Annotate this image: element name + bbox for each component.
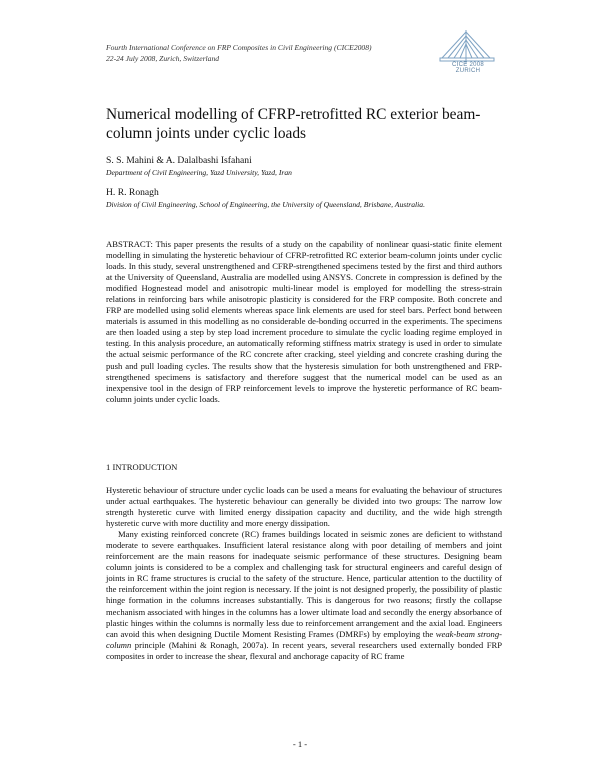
author-group-2 bbox=[106, 187, 506, 210]
intro-paragraph: Hysteretic behaviour of structure under cyclic loads can be used a means for evaluating the behaviour of structures under actual earthquakes. The hysteretic behaviour can generally be divided into two groups: The narrow low strength hysteretic curve with limited energy dissipation capacity and ductility, and the wide high strength hysteretic curve with more ductility and more energy dissipation. bbox=[106, 485, 502, 529]
intro-emphasis: weak-beam strong-column bbox=[106, 628, 502, 650]
paper-title: Numerical modelling of CFRP-retrofitted RC exterior beam-column joints under cyclic loads bbox=[106, 106, 481, 142]
author-affiliation: Division of Civil Engineering, School of Engineering, the University of Queensland, Brisbane, Australia. bbox=[106, 200, 425, 209]
conference-date-location: 22-24 July 2008, Zurich, Switzerland bbox=[106, 54, 220, 63]
author-names: S. S. Mahini & A. Dalalbashi Isfahani bbox=[106, 155, 252, 166]
intro-text: Many existing reinforced concrete (RC) frames buildings located in seismic zones are deficient to withstand moderate to severe earthquakes. Insufficient lateral resistance along with poor detailing of members and joint reinforcement are the main reasons for inadequate seismic performance of these structures. Designing beam column joints is considered to be a complex and challenging task for structural engineers and careful design of joints in RC frame structures is crucial to the safety of the structure. Hence, particular attention to the ductility of the reinforcement within the joint region is necessary. If the joint is not designed properly, the possibility of plastic hinge formation in the columns increases substantially. This is dangerous for two reasons; firstly the collapse mechanism associated with hinges in the columns has a lower ultimate load and secondly the energy absorbance of plastic hinges within the columns is normally less due to reinforcement arrangement and the axial load. Engineers can avoid this when designing Ductile Moment Resisting Frames (DMRFs) by employing the bbox=[106, 529, 502, 639]
page-number: - 1 - bbox=[292, 739, 308, 749]
introduction-body bbox=[106, 485, 502, 662]
author-names: H. R. Ronagh bbox=[106, 187, 159, 198]
logo-caption: CICE 2008 ZURICH bbox=[451, 62, 485, 74]
section-heading: 1 INTRODUCTION bbox=[106, 462, 178, 472]
author-affiliation: Department of Civil Engineering, Yazd University, Yazd, Iran bbox=[106, 168, 292, 177]
conference-header bbox=[106, 42, 406, 64]
intro-paragraph bbox=[106, 529, 502, 662]
abstract: ABSTRACT: This paper presents the results of a study on the capability of nonlinear quasi-static finite element modelling in simulating the hysteretic behaviour of CFRP-retrofitted RC exterior beam-column joints under cyclic loads. In this study, several unstrengthened and CFRP-strengthened specimens tested by the first and third authors at the University of Queensland, Australia are modelled using ANSYS. Concrete in compression is defined by the modified Hognestead model and anisotropic multi-linear model is employed for modelling the stress-strain relations in reinforcing bars while anisotropic plasticity is considered for the FRP composite. Both concrete and FRP are modelled using solid elements whereas space link elements are used for steel bars. Perfect bond between materials is assumed in this modelling as no considerable de-bonding occurred in the experiments. The specimens are then loaded using a step by step load increment procedure to simulate the cyclic loading regime employed in testing. In this analysis procedure, an automatically reforming stiffness matrix strategy is used in order to simulate the actual seismic performance of the RC concrete after cracking, steel yielding and concrete crashing during the push and pull loading cycles. The results show that the hysteresis simulation for both unstrengthened and FRP-strengthened specimens is satisfactory and therefore suggest that the numerical model can be used as an inexpensive tool in the design of FRP reinforcement levels to improve the hysteretic performance of RC beam-column joints under cyclic loads. bbox=[106, 239, 502, 404]
conference-name: Fourth International Conference on FRP Composites in Civil Engineering (CICE2008) bbox=[106, 43, 372, 52]
intro-text: principle (Mahini & Ronagh, 2007a). In recent years, several researchers used externally bonded FRP composites in order to increase the shear, flexural and anchorage capacity of RC frame bbox=[106, 639, 502, 661]
author-group-1 bbox=[106, 155, 506, 178]
